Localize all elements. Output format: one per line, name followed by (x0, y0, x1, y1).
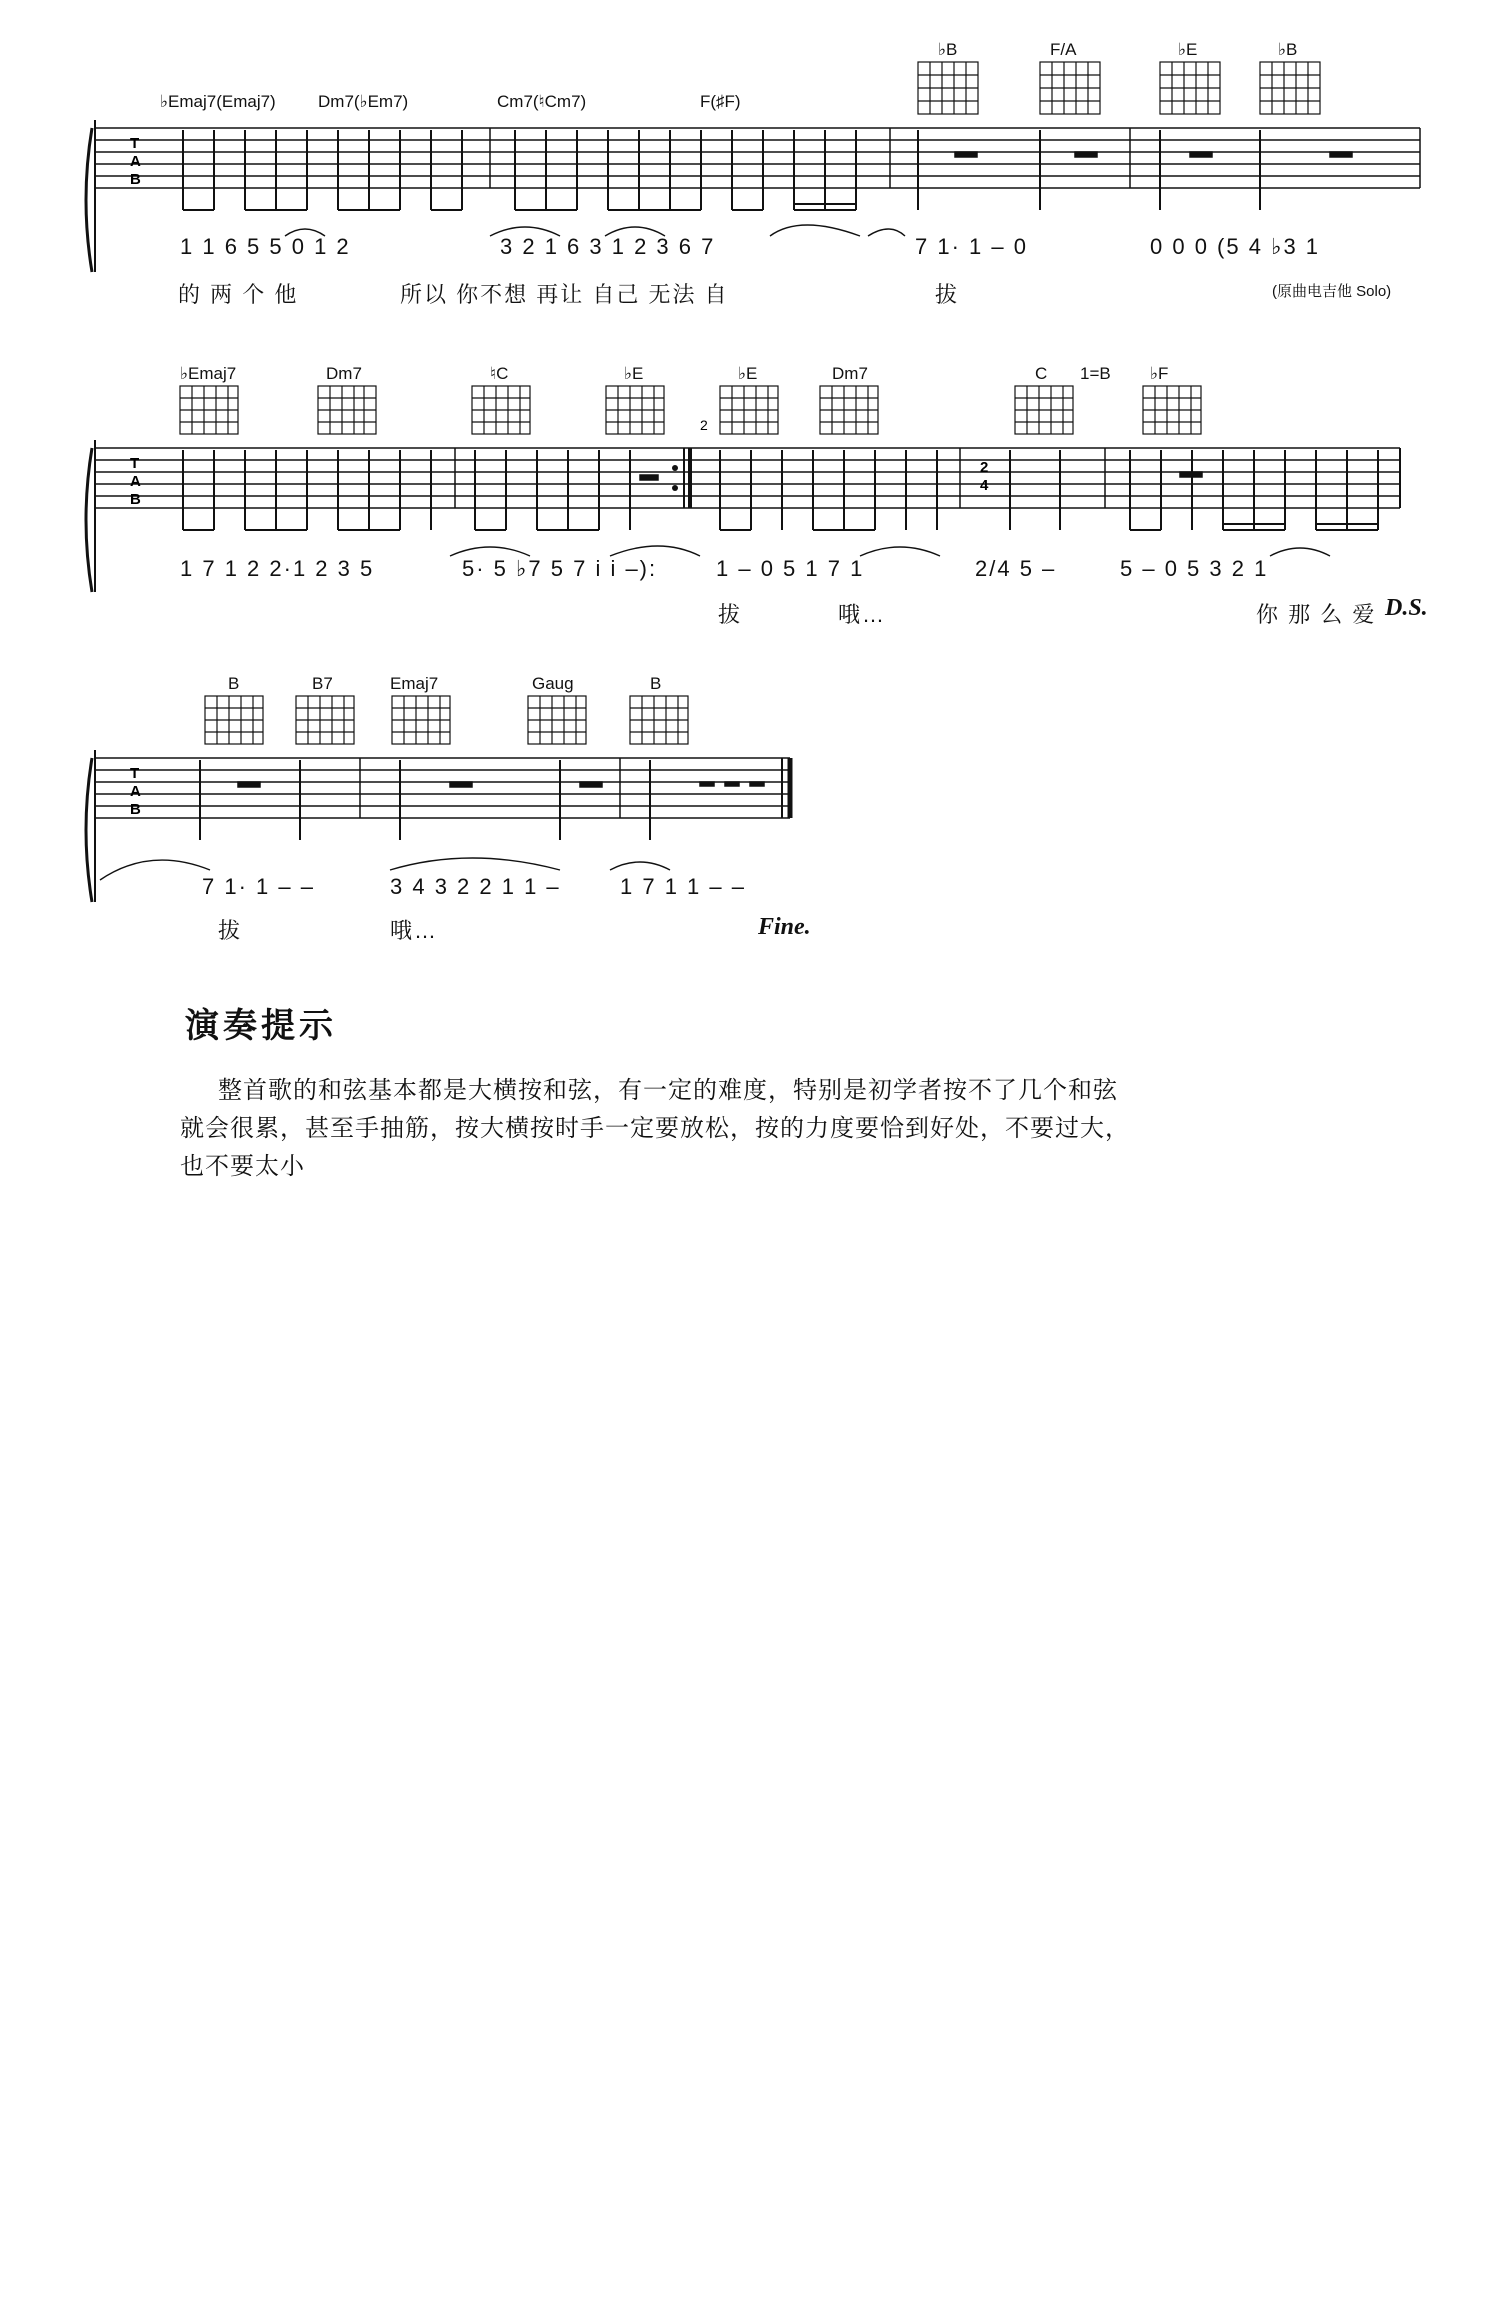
chord-label: B (650, 674, 662, 693)
chord-label: ♭B (1278, 40, 1298, 59)
svg-text:A: A (130, 473, 141, 490)
svg-text:2: 2 (700, 417, 708, 433)
svg-text:B: B (130, 171, 141, 188)
tab-system-3 (0, 670, 1500, 960)
dal-segno-mark: D.S. (1385, 595, 1428, 621)
numbered-notation: 2/4 5 – (975, 556, 1057, 581)
numbered-notation: 1 7 1 1 – – (620, 874, 746, 899)
tab-system-1 (0, 0, 1500, 320)
numbered-notation: 3 2 1 6 3 1 2 3 6 7 (500, 234, 716, 259)
tips-line: 整首歌的和弦基本都是大横按和弦，有一定的难度，特别是初学者按不了几个和弦 (218, 1078, 1118, 1104)
svg-text:4: 4 (980, 477, 989, 494)
chord-label: Dm7 (326, 364, 362, 383)
numbered-notation: 1 7 1 2 2·1 2 3 5 (180, 556, 375, 581)
chord-label: ♭B (938, 40, 958, 59)
svg-text:T: T (130, 455, 140, 472)
solo-note: (原曲电吉他 Solo) (1272, 283, 1392, 300)
chord-label: F/A (1050, 40, 1077, 59)
chord-label: F(♯F) (700, 92, 741, 111)
numbered-notation: 1 1 6 5 5 0 1 2 (180, 234, 351, 259)
tab-system-2 (0, 350, 1500, 650)
chord-label: Dm7(♭Em7) (318, 92, 409, 111)
svg-text:2: 2 (980, 459, 989, 476)
tips-title: 演奏提示 (185, 1007, 337, 1045)
system-1-staff (0, 0, 1500, 320)
chord-label: B (228, 674, 240, 693)
lyric-line: 拔 (218, 918, 243, 943)
numbered-notation: 0 0 0 (5 4 ♭3 1 (1150, 234, 1321, 259)
chord-label: B7 (312, 674, 333, 693)
chord-label: Gaug (532, 674, 574, 693)
key-change: 1=B (1080, 364, 1111, 383)
numbered-notation: 7 1· 1 – – (202, 874, 315, 899)
chord-label: Cm7(♮Cm7) (497, 92, 587, 111)
tips-line: 就会很累，甚至手抽筋，按大横按时手一定要放松，按的力度要恰到好处，不要过大， (180, 1116, 1130, 1142)
lyric-line: 哦… (390, 918, 439, 943)
numbered-notation: 5· 5 ♭7 5 7 i i –): (462, 556, 658, 581)
chord-label: ♭F (1150, 364, 1169, 383)
lyric-line: 拔 (718, 602, 743, 627)
chord-label: ♭Emaj7 (180, 364, 237, 383)
svg-text:A: A (130, 783, 141, 800)
lyric-line: 哦… (838, 602, 887, 627)
numbered-notation: 1 – 0 5 1 7 1 (716, 556, 865, 581)
svg-text:T: T (130, 765, 140, 782)
chord-label: C (1035, 364, 1048, 383)
chord-label: Dm7 (832, 364, 868, 383)
chord-label: ♭E (1178, 40, 1198, 59)
chord-label: ♭E (738, 364, 758, 383)
chord-label: ♮C (490, 364, 509, 383)
svg-text:B: B (130, 801, 141, 818)
lyric-line: 你 那 么 爱 (1256, 602, 1377, 627)
svg-text:A: A (130, 153, 141, 170)
chord-label: Emaj7 (390, 674, 439, 693)
fine-mark: Fine. (758, 914, 811, 940)
lyric-line: 所以 你不想 再让 自己 无法 自 (400, 282, 729, 307)
numbered-notation: 5 – 0 5 3 2 1 (1120, 556, 1269, 581)
numbered-notation: 3 4 3 2 2 1 1 – (390, 874, 561, 899)
numbered-notation: 7 1· 1 – 0 (915, 234, 1028, 259)
svg-text:T: T (130, 135, 140, 152)
tips-line: 也不要太小 (180, 1154, 305, 1180)
chord-label: ♭E (624, 364, 644, 383)
chord-label: ♭Emaj7(Emaj7) (160, 92, 276, 111)
lyric-line: 拔 (935, 282, 960, 307)
svg-text:B: B (130, 491, 141, 508)
lyric-line: 的 两 个 他 (178, 282, 299, 307)
